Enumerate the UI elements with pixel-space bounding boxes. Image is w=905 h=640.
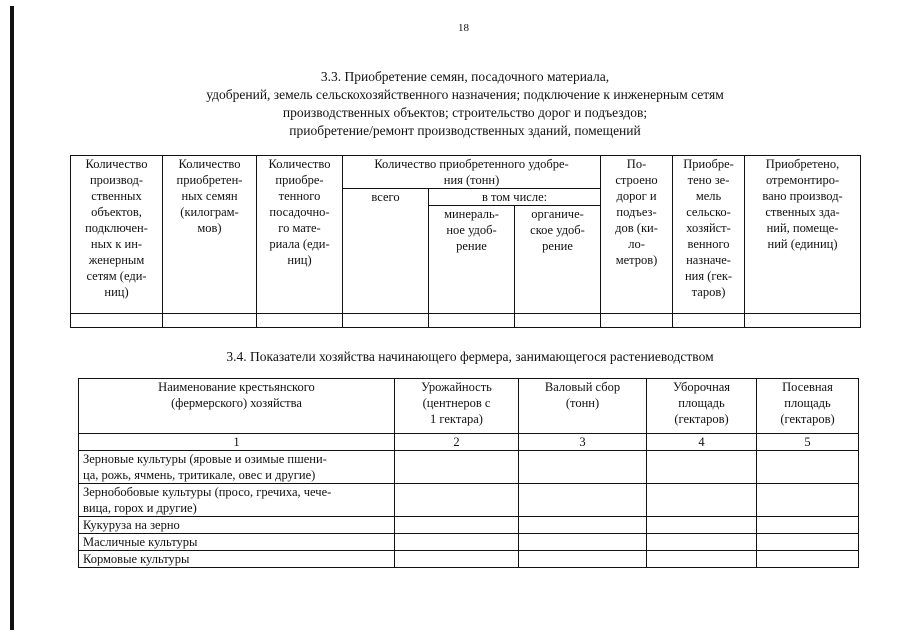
col-planting-material: Количество приобре- тенного посадочно- го мате- риала (еди- ниц) — [257, 156, 343, 314]
table-cell[interactable] — [757, 551, 859, 568]
section-3-3-title: 3.3. Приобретение семян, посадочного материала, удобрений, земель сельскохозяйственного назначения; подключение к инженерным сетям производственных объектов; строительство дорог и подъездов; приобретение/ремонт производственных зданий, помещений — [206, 69, 724, 138]
table-row — [79, 534, 859, 551]
page-edge-bar — [10, 6, 14, 630]
header-gross-harvest: Валовый сбор (тонн) — [519, 379, 647, 434]
table-cell[interactable] — [519, 551, 647, 568]
row-label-grain: Зерновые культуры (яровые и озимые пшени- ца, рожь, ячмень, тритикале, овес и другие) — [79, 451, 395, 484]
table-cell[interactable] — [757, 534, 859, 551]
header-farm-name: Наименование крестьянского (фермерского) хозяйства — [79, 379, 395, 434]
table-cell[interactable] — [647, 551, 757, 568]
table-cell[interactable] — [395, 451, 519, 484]
table-cell[interactable] — [395, 484, 519, 517]
table-cell[interactable] — [343, 314, 429, 328]
section-3-4-title: 3.4. Показатели хозяйства начинающего фермера, занимающегося растениеводством — [226, 349, 714, 364]
table-row — [79, 451, 859, 484]
table-cell[interactable] — [673, 314, 745, 328]
row-label-oilseeds: Масличные культуры — [79, 534, 395, 551]
table-cell[interactable] — [395, 534, 519, 551]
table-cell[interactable] — [757, 484, 859, 517]
col-connected-objects: Количество производ- ственных объектов, подключен- ных к ин- женерным сетям (еди- ниц) — [71, 156, 163, 314]
row-label-fodder: Кормовые культуры — [79, 551, 395, 568]
row-label-corn: Кукуруза на зерно — [79, 517, 395, 534]
col-fertilizer-total: всего — [343, 189, 429, 314]
table-cell[interactable] — [757, 451, 859, 484]
table-cell[interactable] — [647, 451, 757, 484]
table-cell[interactable] — [71, 314, 163, 328]
table-cell[interactable] — [395, 517, 519, 534]
header-sown-area: Посевная площадь (гектаров) — [757, 379, 859, 434]
column-number: 1 — [79, 434, 395, 451]
table-row — [71, 314, 861, 328]
table-cell[interactable] — [429, 314, 515, 328]
table-cell[interactable] — [647, 534, 757, 551]
col-seeds: Количество приобретен- ных семян (килограм- мов) — [163, 156, 257, 314]
table-row — [79, 551, 859, 568]
section-3-4-table — [78, 378, 859, 568]
section-3-3-table — [70, 155, 861, 328]
col-fertilizer-header: Количество приобретенного удобре- ния (тонн) — [343, 156, 601, 189]
table-cell[interactable] — [257, 314, 343, 328]
col-fertilizer-organic: органиче- ское удоб- рение — [515, 206, 601, 314]
page-number: 18 — [458, 22, 469, 34]
table-cell[interactable] — [515, 314, 601, 328]
table-cell[interactable] — [519, 517, 647, 534]
table-cell[interactable] — [395, 551, 519, 568]
col-fertilizer-including: в том числе: — [429, 189, 601, 206]
table-cell[interactable] — [519, 484, 647, 517]
col-fertilizer-mineral: минераль- ное удоб- рение — [429, 206, 515, 314]
table-row — [79, 484, 859, 517]
table-cell[interactable] — [757, 517, 859, 534]
table-cell[interactable] — [647, 484, 757, 517]
col-roads: По- строено дорог и подъез- дов (ки- ло- метров) — [601, 156, 673, 314]
col-buildings: Приобретено, отремонтиро- вано производ- ственных зда- ний, помеще- ний (единиц) — [745, 156, 861, 314]
header-harvest-area: Уборочная площадь (гектаров) — [647, 379, 757, 434]
column-number: 5 — [757, 434, 859, 451]
header-yield: Урожайность (центнеров с 1 гектара) — [395, 379, 519, 434]
table-cell[interactable] — [601, 314, 673, 328]
table-row — [79, 517, 859, 534]
table-cell[interactable] — [163, 314, 257, 328]
col-land: Приобре- тено зе- мель сельско- хозяйст- венного назначе- ния (гек- таров) — [673, 156, 745, 314]
table-cell[interactable] — [519, 451, 647, 484]
row-label-legumes: Зернобобовые культуры (просо, гречиха, чече- вица, горох и другие) — [79, 484, 395, 517]
table-cell[interactable] — [745, 314, 861, 328]
column-number: 2 — [395, 434, 519, 451]
table-cell[interactable] — [519, 534, 647, 551]
table-cell[interactable] — [647, 517, 757, 534]
column-number: 4 — [647, 434, 757, 451]
column-number: 3 — [519, 434, 647, 451]
